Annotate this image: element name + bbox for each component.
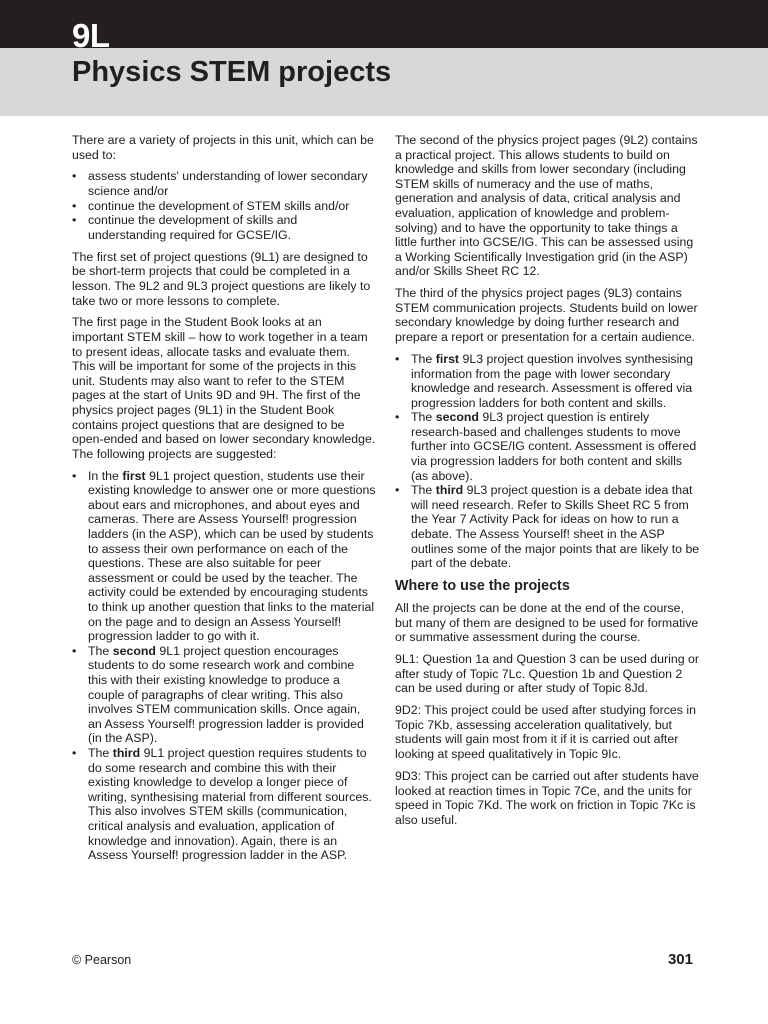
first-page-paragraph: The first page in the Student Book looks at an important STEM skill – how to work together in a team to present ideas, allocate tasks and evaluate them. This will be important for some of the projects in this unit. Students may also want to refer to the STEM pages at the start of Units 9D and 9H. The first of the physics project pages (9L1) in the Student Book contains project questions that are designed to be open-ended and based on lower secondary knowledge. The following projects are suggested: — [72, 315, 376, 461]
bullet-icon: • — [72, 468, 77, 483]
page-number: 301 — [667, 951, 693, 968]
bullet-icon: • — [72, 213, 77, 228]
bullet-icon: • — [395, 483, 400, 498]
9d2-usage-paragraph: 9D2: This project could be used after studying forces in Topic 7Kb, assessing acceleration qualitatively, but students will gain most from it if it is carried out after looking at speed qualitatively in Topic 9Ic. — [395, 703, 696, 762]
bullet-icon: • — [72, 169, 77, 184]
bullet-icon: • — [395, 351, 400, 366]
left-column — [72, 133, 376, 870]
intro-bullet-list — [72, 169, 376, 242]
list-item: • The second 9L1 project question encourages students to do some research work and combine this with their existing knowledge to produce a couple of paragraphs of clear writing. This also involves STEM communication skills. Once again, an Assess Yourself! progression ladder is provided (in the ASP). — [72, 643, 364, 746]
9d3-usage-paragraph: 9D3: This project can be carried out after students have looked at reaction times in Topic 7Ce, and the units for speed in Topic 7Kd. The work on friction in Topic 7Kc is also useful. — [395, 768, 699, 827]
right-column — [395, 133, 700, 835]
page-title: Physics STEM projects — [72, 56, 392, 88]
where-to-use-heading: Where to use the projects — [395, 578, 570, 595]
list-item: • The third 9L1 project question requires students to do some research and combine this with their existing knowledge to develop a longer piece of writing, synthesising material from different sources. This also involves STEM skills (communication, critical analysis and evaluation, application of knowledge and innovation). Again, there is an Assess Yourself! progression ladder in the ASP. — [72, 745, 372, 863]
first-set-paragraph: The first set of project questions (9L1) are designed to be short-term projects that could be completed in a lesson. The 9L2 and 9L3 project questions are likely to take two or more lessons to complete. — [72, 249, 371, 308]
9l1-usage-paragraph: 9L1: Question 1a and Question 3 can be used during or after study of Topic 7Lc. Question 1b and Question 2 can be used during or after study of Topic 8Jd. — [395, 652, 700, 696]
where-intro-paragraph: All the projects can be done at the end of the course, but many of them are designed to be used for formative or summative assessment during the course. — [395, 601, 699, 645]
bullet-icon: • — [72, 745, 77, 760]
9l1-project-list — [72, 469, 376, 863]
bullet-icon: • — [72, 198, 77, 213]
header-bar — [0, 0, 768, 48]
third-project-paragraph: The third of the physics project pages (9L3) contains STEM communication projects. Students build on lower secondary knowledge by doing further research and prepare a report or presentation for a certain audience. — [395, 286, 698, 345]
copyright: © Pearson — [72, 953, 132, 967]
intro-paragraph: There are a variety of projects in this unit, which can be used to: — [72, 133, 374, 162]
9l3-project-list — [395, 352, 700, 571]
list-item: • In the first 9L1 project question, students use their existing knowledge to answer one or more questions about ears and microphones, and about eyes and cameras. There are Assess Yourself! progression ladders (in the ASP), which can be used by students to assess their own performance on each of the questions. These are also suitable for peer assessment or could be used by the teacher. The activity could be extended by encouraging students to think up another question that links to the material on the page and to design an Assess Yourself! progression ladder to go with it. — [72, 468, 376, 644]
list-item: • The third 9L3 project question is a debate idea that will need research. Refer to Skills Sheet RC 5 from the Year 7 Activity Pack for ideas on how to run a debate. The Assess Yourself! sheet in the ASP outlines some of the major points that are likely to be part of the debate. — [395, 483, 700, 571]
bullet-icon: • — [395, 410, 400, 425]
list-item: • The first 9L3 project question involves synthesising information from the page with lower secondary knowledge and research. Assessment is offered via progression ladders for both content and skills. — [395, 351, 694, 410]
second-project-paragraph: The second of the physics project pages (9L2) contains a practical project. This allows students to build on knowledge and skills from lower secondary (including STEM skills of numeracy and the use of maths, generation and analysis of data, critical analysis and evaluation, application of knowledge and problem-solving) and to have the opportunity to take things a little further into GCSE/IG. This can be assessed using a Working Scientifically Investigation grid (in the ASP) and/or Skills Sheet RC 12. — [395, 133, 698, 279]
list-item: • continue the development of STEM skills and/or — [72, 198, 350, 213]
list-item: • continue the development of skills and understanding required for GCSE/IG. — [72, 213, 298, 242]
bullet-icon: • — [72, 643, 77, 658]
unit-code: 9L — [72, 17, 110, 54]
list-item: • The second 9L3 project question is entirely research-based and challenges students to move further into GCSE/IG content. Assessment is offered via progression ladders for both content and skills (as above). — [395, 410, 697, 483]
list-item: • assess students' understanding of lower secondary science and/or — [72, 169, 368, 199]
